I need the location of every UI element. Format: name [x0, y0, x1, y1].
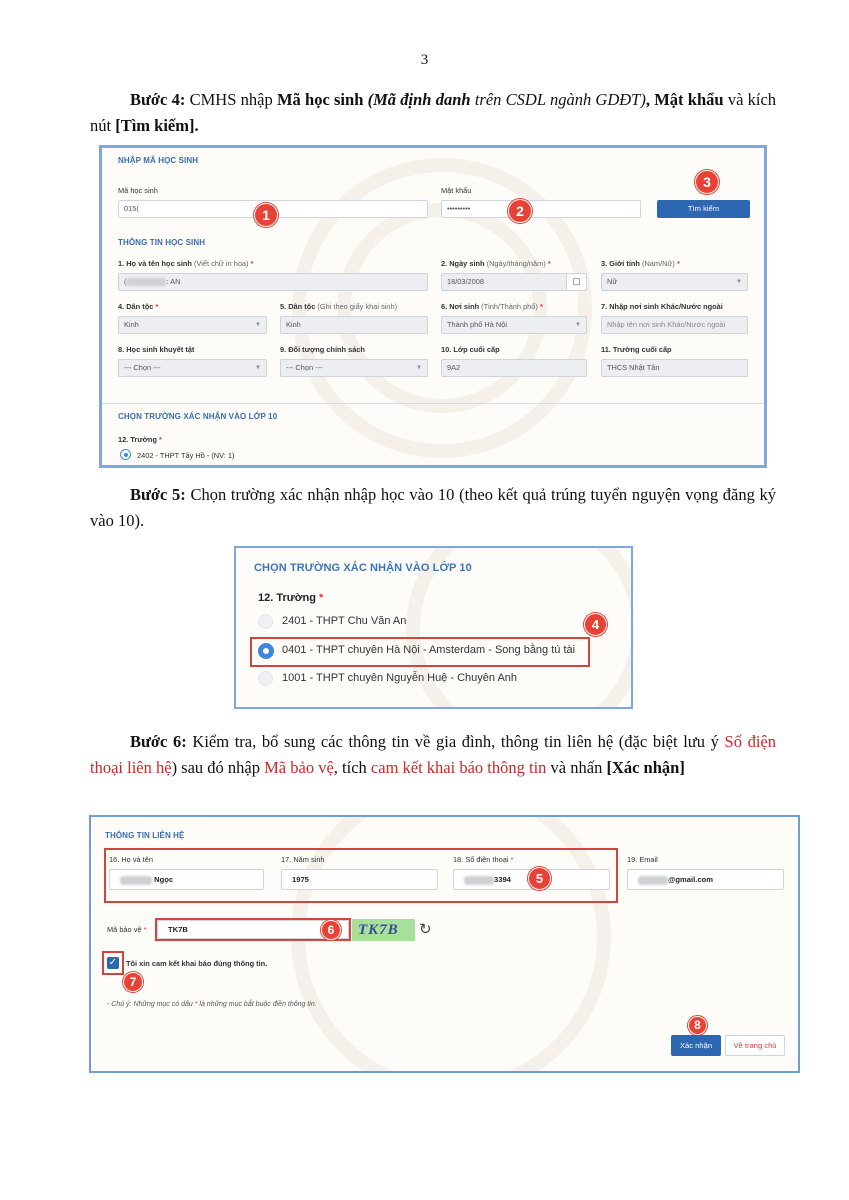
field4-select[interactable] — [118, 316, 267, 334]
field4-label — [118, 302, 158, 311]
school-label — [258, 592, 323, 604]
field3-hint: (Nam/Nữ) — [642, 259, 675, 268]
captcha-label — [107, 925, 146, 934]
field6-hint: (Tỉnh/Thành phố) — [481, 302, 538, 311]
step4-paragraph — [90, 87, 776, 139]
field5-hint: (Ghi theo giấy khai sinh) — [317, 302, 398, 311]
step6-text3: , tích — [333, 758, 367, 777]
field17-label: 17. Năm sinh — [281, 855, 325, 864]
step6-paragraph — [90, 729, 776, 781]
student-code-input[interactable]: 015( — [118, 200, 428, 218]
redacted-block — [638, 876, 668, 885]
refresh-icon[interactable]: ↻ — [419, 921, 432, 938]
field1-input[interactable] — [118, 273, 428, 291]
school-option-3[interactable]: 1001 - THPT chuyên Nguyễn Huệ - Chuyên Anh — [282, 672, 518, 684]
redacted-block — [464, 876, 494, 885]
step6-text2: ) sau đó nhập — [171, 758, 261, 777]
marker-7: 7 — [123, 972, 143, 992]
field1-value: : AN — [166, 277, 181, 286]
screenshot-choose-school — [234, 546, 633, 709]
calendar-icon[interactable]: ▢ — [566, 273, 586, 291]
choose-school-title: CHỌN TRƯỜNG XÁC NHẬN VÀO LỚP 10 — [254, 562, 472, 574]
required-mark: * — [676, 259, 680, 268]
divider — [102, 403, 764, 404]
step4-bold3: [Tìm kiếm]. — [115, 116, 199, 135]
field6-label-text: 6. Nơi sinh — [441, 302, 480, 311]
field5-label — [280, 302, 397, 311]
step4-text1: CMHS nhập — [189, 90, 273, 109]
field3-select[interactable] — [601, 273, 748, 291]
field1-value-prefix: ( — [124, 277, 127, 286]
field18-label-text: 18. Số điện thoại — [453, 855, 509, 864]
field19-label: 19. Email — [627, 855, 658, 864]
step6-label: Bước 6: — [130, 732, 187, 751]
required-mark: * — [510, 855, 514, 864]
step6-text4: và nhấn — [550, 758, 603, 777]
redacted-block — [120, 876, 152, 885]
chevron-down-icon: ▼ — [575, 322, 581, 328]
marker-5: 5 — [528, 867, 551, 890]
step5-text: Chọn trường xác nhận nhập học vào 10 (theo kết quả trúng tuyển nguyện vọng đăng ký vào 10). — [90, 485, 777, 530]
school-radio[interactable] — [120, 449, 131, 460]
school-radio-1[interactable] — [258, 614, 273, 629]
confirm-button[interactable]: Xác nhận — [671, 1035, 721, 1056]
field16-label: 16. Họ và tên — [109, 855, 153, 864]
redacted-block — [126, 278, 166, 286]
step4-bold1: Mã học sinh — [276, 90, 364, 109]
field5-input[interactable]: Kinh — [280, 316, 428, 334]
school-option-label: 2402 - THPT Tây Hồ - (NV: 1) — [137, 451, 235, 460]
radio-dot — [124, 453, 128, 457]
step5-label: Bước 5: — [130, 485, 186, 504]
required-mark: * — [155, 302, 159, 311]
field3-label-text: 3. Giới tính — [601, 259, 640, 268]
captcha-label-text: Mã bảo vệ — [107, 925, 142, 934]
check-icon: ✓ — [108, 957, 118, 968]
note-prefix: - Chú ý: Những mục có dấu — [107, 1001, 193, 1008]
field5-label-text: 5. Dân tộc — [280, 302, 316, 311]
field8-label: 8. Học sinh khuyết tật — [118, 345, 195, 354]
screenshot-contact-info — [89, 815, 800, 1073]
field18-value: 3394 — [494, 875, 511, 884]
field19-input[interactable] — [627, 869, 784, 890]
marker-6: 6 — [321, 920, 341, 940]
field17-input[interactable]: 1975 — [281, 869, 438, 890]
step4-text2: và kích nút — [90, 90, 777, 135]
field2-value: 18/03/2008 — [447, 277, 484, 286]
field6-label — [441, 302, 543, 311]
marker-3: 3 — [695, 170, 719, 194]
field10-label: 10. Lớp cuối cấp — [441, 345, 500, 354]
field4-label-text: 4. Dân tộc — [118, 302, 154, 311]
school-label — [118, 435, 162, 444]
password-input[interactable]: ••••••••• — [441, 200, 641, 218]
field2-hint: (Ngày/tháng/năm) — [486, 259, 546, 268]
field18-label — [453, 855, 513, 864]
step5-paragraph — [90, 482, 776, 534]
school-radio-3[interactable] — [258, 671, 273, 686]
field3-label — [601, 259, 680, 268]
field8-select[interactable] — [118, 359, 267, 377]
field1-label — [118, 259, 253, 268]
chevron-down-icon: ▼ — [736, 279, 742, 285]
captcha-input[interactable]: TK7B — [157, 920, 349, 939]
marker-8: 8 — [688, 1016, 707, 1035]
commit-text: Tôi xin cam kết khai báo đúng thông tin. — [126, 959, 268, 968]
required-mark: * — [250, 259, 254, 268]
step6-bold-end: [Xác nhận] — [606, 758, 685, 777]
field3-value: Nữ — [607, 277, 618, 286]
section-title-student-code: NHẬP MÃ HỌC SINH — [118, 156, 199, 165]
field2-label-text: 2. Ngày sinh — [441, 259, 485, 268]
student-code-label: Mã học sinh — [118, 186, 158, 195]
step4-label: Bước 4: — [130, 90, 186, 109]
field9-label: 9. Đối tượng chính sách — [280, 345, 365, 354]
field6-value: Thành phố Hà Nội — [447, 320, 507, 329]
field6-select[interactable] — [441, 316, 587, 334]
field8-value: --- Chọn --- — [124, 363, 161, 372]
field9-select[interactable] — [280, 359, 428, 377]
commit-checkbox[interactable] — [107, 957, 119, 969]
contact-info-title: THÔNG TIN LIÊN HỆ — [105, 831, 185, 840]
required-mark: * — [143, 925, 147, 934]
field11-input[interactable]: THCS Nhật Tân — [601, 359, 748, 377]
field4-value: Kinh — [124, 320, 139, 329]
required-mark: * — [159, 435, 162, 444]
marker-4: 4 — [584, 613, 607, 636]
chevron-down-icon: ▼ — [416, 365, 422, 371]
school-label-text: 12. Trường — [118, 435, 157, 444]
password-label: Mật khẩu — [441, 186, 472, 195]
field2-label — [441, 259, 551, 268]
step4-bold2: , Mật khẩu — [645, 90, 724, 109]
step6-text1: Kiểm tra, bổ sung các thông tin về gia đình, thông tin liên hệ (đặc biệt lưu ý — [192, 732, 719, 751]
field10-input[interactable]: 9A2 — [441, 359, 587, 377]
field7-label: 7. Nhập nơi sinh Khác/Nước ngoài — [601, 302, 723, 311]
note-suffix: là những mục bắt buộc điền thông tin. — [199, 1001, 317, 1008]
school-label-text: 12. Trường — [258, 592, 316, 604]
section-title-student-info: THÔNG TIN HỌC SINH — [118, 238, 206, 247]
radio-dot — [263, 648, 269, 654]
marker-2: 2 — [508, 199, 532, 223]
field16-value: Ngọc — [154, 875, 174, 884]
step4-italic: trên CSDL ngành GDĐT) — [474, 90, 646, 109]
step6-red2: Mã bảo vệ — [264, 758, 334, 777]
field19-value: @gmail.com — [668, 875, 713, 884]
search-button[interactable]: Tìm kiếm — [657, 200, 750, 218]
step6-red1: Số điện thoại liên hệ — [90, 732, 777, 777]
field7-input[interactable]: Nhập tên nơi sinh Khác/Nước ngoài — [601, 316, 748, 334]
chevron-down-icon: ▼ — [255, 365, 261, 371]
page-number: 3 — [420, 52, 429, 68]
screenshot-student-search — [99, 145, 767, 468]
field1-hint: (Viết chữ in hoa) — [193, 259, 249, 268]
school-option-2[interactable]: 0401 - THPT chuyên Hà Nội - Amsterdam - Song bằng tú tài — [282, 644, 576, 656]
required-mark: * — [539, 302, 543, 311]
required-mark: * — [319, 592, 324, 604]
home-button[interactable]: Về trang chủ — [725, 1035, 785, 1056]
required-mark: * — [194, 1001, 198, 1008]
field2-input[interactable] — [441, 273, 587, 291]
school-radio-2[interactable] — [258, 643, 274, 659]
field16-input[interactable] — [109, 869, 264, 890]
field9-value: --- Chọn --- — [286, 363, 323, 372]
required-mark: * — [547, 259, 551, 268]
required-note — [107, 1001, 317, 1008]
school-option-1[interactable]: 2401 - THPT Chu Văn An — [282, 615, 407, 627]
marker-1: 1 — [254, 203, 278, 227]
field11-label: 11. Trường cuối cấp — [601, 345, 672, 354]
captcha-image: TK7B — [352, 919, 415, 941]
chevron-down-icon: ▼ — [255, 322, 261, 328]
step6-red3: cam kết khai báo thông tin — [370, 758, 547, 777]
step4-italic-bold: (Mã định danh — [367, 90, 471, 109]
section-title-choose-school: CHỌN TRƯỜNG XÁC NHẬN VÀO LỚP 10 — [118, 412, 278, 421]
field1-label-text: 1. Họ và tên học sinh — [118, 259, 192, 268]
